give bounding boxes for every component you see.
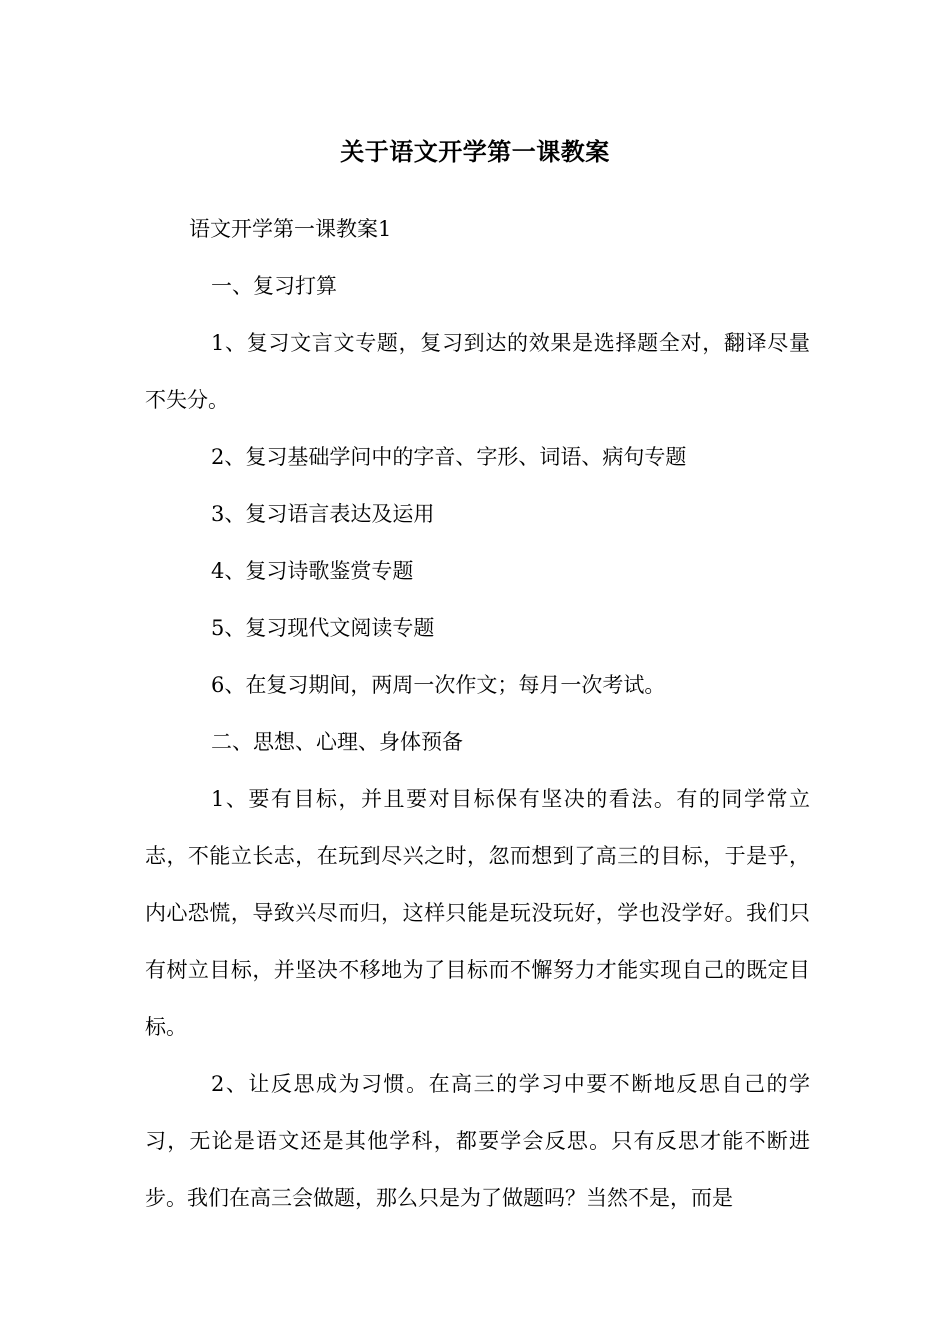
list-item: 2、让反思成为习惯。在高三的学习中要不断地反思自己的学习，无论是语文还是其他学科，都要学会反思。只有反思才能不断进步。我们在高三会做题，那么只是为了做题吗？当然不是，而是 (145, 1072, 810, 1210)
subsection-heading: 二、思想、心理、身体预备 (211, 730, 463, 754)
document-body (145, 201, 810, 1227)
list-item: 5、复习现代文阅读专题 (211, 616, 435, 640)
list-item: 3、复习语言表达及运用 (211, 502, 435, 526)
list-item: 2、复习基础学问中的字音、字形、词语、病句专题 (211, 445, 687, 469)
section-heading: 语文开学第一课教案1 (189, 217, 392, 241)
document-title: 关于语文开学第一课教案 (340, 137, 610, 166)
list-item: 6、在复习期间，两周一次作文；每月一次考试。 (211, 673, 666, 697)
list-item: 1、复习文言文专题，复习到达的效果是选择题全对，翻译尽量不失分。 (145, 331, 810, 412)
subsection-heading: 一、复习打算 (211, 274, 337, 298)
list-item: 1、要有目标，并且要对目标保有坚决的看法。有的同学常立志，不能立长志，在玩到尽兴之时，忽而想到了高三的目标，于是乎，内心恐慌，导致兴尽而归，这样只能是玩没玩好，学也没学好。我们只有树立目标，并坚决不移地为了目标而不懈努力才能实现自己的既定目标。 (145, 787, 810, 1039)
list-item: 4、复习诗歌鉴赏专题 (211, 559, 414, 583)
